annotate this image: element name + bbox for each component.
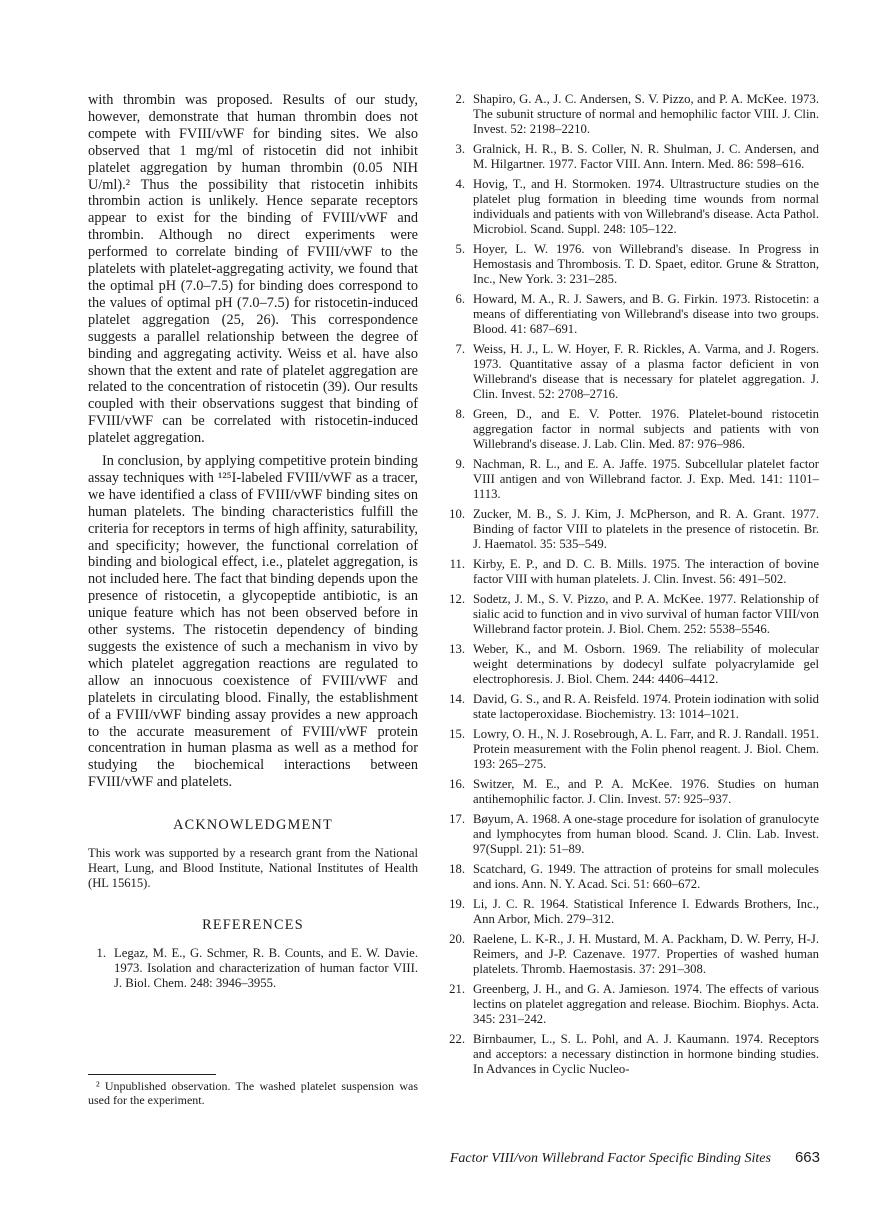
reference-text: Sodetz, J. M., S. V. Pizzo, and P. A. McKee. 1977. Relationship of sialic acid to function and in vivo survival of human factor VIII/von Willebrand factor protein. J. Biol. Chem. 252: 5538–5546. — [473, 592, 819, 636]
reference-item — [447, 557, 819, 587]
reference-item — [447, 177, 819, 237]
reference-text: Weber, K., and M. Osborn. 1969. The reliability of molecular weight determinations by dodecyl sulfate polyacrylamide gel electrophoresis. J. Biol. Chem. 244: 4406–4412. — [473, 642, 819, 686]
reference-text: Legaz, M. E., G. Schmer, R. B. Counts, and E. W. Davie. 1973. Isolation and characterization of human factor VIII. J. Biol. Chem. 248: 3946–3955. — [114, 946, 418, 991]
footnote-rule — [88, 1074, 216, 1075]
acknowledgment-text: This work was supported by a research grant from the National Heart, Lung, and Blood Institute, National Institutes of Health (HL 15615). — [88, 846, 418, 891]
reference-item — [447, 727, 819, 772]
reference-item — [447, 142, 819, 172]
reference-item — [88, 946, 418, 991]
reference-item — [447, 1032, 819, 1077]
reference-number: 3. — [455, 142, 465, 156]
reference-number: 4. — [455, 177, 465, 191]
reference-text: Hovig, T., and H. Stormoken. 1974. Ultrastructure studies on the platelet plug formation in bleeding time wounds from normal individuals and patients with von Willebrand's disease. Acta Pathol. Microbiol. Scand. Suppl. 248: 105–122. — [473, 177, 819, 236]
reference-item — [447, 507, 819, 552]
reference-number: 10. — [449, 507, 465, 521]
reference-number: 17. — [449, 812, 465, 826]
reference-text: Raelene, L. K-R., J. H. Mustard, M. A. Packham, D. W. Perry, H-J. Reimers, and J-P. Cazenave. 1977. Properties of washed human platelets. Thromb. Haemostasis. 37: 291–308. — [473, 932, 819, 976]
reference-number: 14. — [449, 692, 465, 706]
reference-number: 8. — [455, 407, 465, 421]
reference-item — [447, 342, 819, 402]
footnote — [88, 1074, 418, 1107]
running-footer — [450, 1149, 820, 1167]
reference-number: 21. — [449, 982, 465, 996]
reference-item — [447, 862, 819, 892]
reference-number: 13. — [449, 642, 465, 656]
reference-number: 6. — [455, 292, 465, 306]
reference-number: 7. — [455, 342, 465, 356]
reference-item — [447, 982, 819, 1027]
reference-item — [447, 932, 819, 977]
reference-list — [88, 946, 418, 991]
reference-text: Howard, M. A., R. J. Sawers, and B. G. Firkin. 1973. Ristocetin: a means of differentiating von Willebrand's disease into two groups. Blood. 41: 687–691. — [473, 292, 819, 336]
reference-text: Li, J. C. R. 1964. Statistical Inference I. Edwards Brothers, Inc., Ann Arbor, Mich. 279–312. — [473, 897, 819, 926]
reference-text: Shapiro, G. A., J. C. Andersen, S. V. Pizzo, and P. A. McKee. 1973. The subunit structure of normal and hemophilic factor VIII. J. Clin. Invest. 52: 2198–2210. — [473, 92, 819, 136]
reference-text: Nachman, R. L., and E. A. Jaffe. 1975. Subcellular platelet factor VIII antigen and von Willebrand factor. J. Exp. Med. 141: 1101–1113. — [473, 457, 819, 501]
reference-number: 2. — [455, 92, 465, 106]
reference-number: 20. — [449, 932, 465, 946]
reference-text: Gralnick, H. R., B. S. Coller, N. R. Shulman, J. C. Andersen, and M. Hilgartner. 1977. Factor VIII. Ann. Intern. Med. 86: 598–616. — [473, 142, 819, 171]
reference-number: 22. — [449, 1032, 465, 1046]
reference-item — [447, 812, 819, 857]
reference-text: Lowry, O. H., N. J. Rosebrough, A. L. Farr, and R. J. Randall. 1951. Protein measurement with the Folin phenol reagent. J. Biol. Chem. 193: 265–275. — [473, 727, 819, 771]
reference-text: Hoyer, L. W. 1976. von Willebrand's disease. In Progress in Hemostasis and Thrombosis. T. D. Spaet, editor. Grune & Stratton, Inc., New York. 3: 231–285. — [473, 242, 819, 286]
reference-number: 1. — [96, 946, 106, 961]
reference-item — [447, 407, 819, 452]
references-heading: REFERENCES — [202, 917, 304, 934]
reference-number: 19. — [449, 897, 465, 911]
reference-item — [447, 592, 819, 637]
reference-text: Switzer, M. E., and P. A. McKee. 1976. Studies on human antihemophilic factor. J. Clin. Invest. 57: 925–937. — [473, 777, 819, 806]
reference-text: Weiss, H. J., L. W. Hoyer, F. R. Rickles, A. Varma, and J. Rogers. 1973. Quantitative assay of a plasma factor deficient in von Willebrand's disease that is necessary for platelet aggregation. J. Clin. Invest. 52: 2708–2716. — [473, 342, 819, 401]
running-title: Factor VIII/von Willebrand Factor Specific Binding Sites — [449, 1151, 771, 1166]
left-column — [88, 92, 418, 991]
reference-number: 12. — [449, 592, 465, 606]
reference-item — [447, 92, 819, 137]
reference-text: David, G. S., and R. A. Reisfeld. 1974. Protein iodination with solid state lactoperoxidase. Biochemistry. 13: 1014–1021. — [473, 692, 819, 721]
reference-text: Kirby, E. P., and D. C. B. Mills. 1975. The interaction of bovine factor VIII with human platelets. J. Clin. Invest. 56: 491–502. — [473, 557, 819, 586]
reference-item — [447, 692, 819, 722]
body-paragraph: with thrombin was proposed. Results of our study, however, demonstrate that human thrombin does not compete with FVIII/vWF for binding sites. We also observed that 1 mg/ml of ristocetin did not inhibit platelet aggregation by human thrombin (0.05 NIH U/ml).² Thus the possibility that ristocetin inhibits thrombin action is unlikely. Hence separate receptors appear to exist for the binding of FVIII/vWF and thrombin. Although no direct experiments were performed to correlate binding of FVIII/vWF to the platelets with platelet-aggregating activity, we found that the optimal pH (7.0–7.5) for binding does correspond to the values of optimal pH (7.0–7.5) for ristocetin-induced platelet aggregation (25, 26). This correspondence suggests a parallel relationship between the degree of binding and aggregating activity. Weiss et al. have also shown that the extent and rate of platelet aggregation are related to the concentration of ristocetin (39). Our results coupled with their observations suggest that binding of FVIII/vWF can be correlated with ristocetin-induced platelet aggregation. — [88, 92, 418, 447]
reference-text: Bøyum, A. 1968. A one-stage procedure for isolation of granulocyte and lymphocytes from human blood. Scand. J. Clin. Lab. Invest. 97(Suppl. 21): 51–89. — [473, 812, 819, 856]
acknowledgment-heading: ACKNOWLEDGMENT — [173, 817, 333, 834]
reference-number: 15. — [449, 727, 465, 741]
reference-item — [447, 292, 819, 337]
reference-number: 18. — [449, 862, 465, 876]
reference-list-continued — [447, 92, 819, 1077]
reference-text: Zucker, M. B., S. J. Kim, J. McPherson, and R. A. Grant. 1977. Binding of factor VIII to platelets in the presence of ristocetin. Br. J. Haematol. 35: 535–549. — [473, 507, 819, 551]
reference-text: Greenberg, J. H., and G. A. Jamieson. 1974. The effects of various lectins on platelet aggregation and release. Biochim. Biophys. Acta. 345: 231–242. — [473, 982, 819, 1026]
right-column — [447, 92, 819, 1082]
reference-item — [447, 642, 819, 687]
reference-number: 16. — [449, 777, 465, 791]
reference-number: 5. — [455, 242, 465, 256]
reference-item — [447, 457, 819, 502]
reference-text: Scatchard, G. 1949. The attraction of proteins for small molecules and ions. Ann. N. Y. Acad. Sci. 51: 660–672. — [473, 862, 819, 891]
reference-number: 9. — [455, 457, 465, 471]
footnote-text: ² Unpublished observation. The washed platelet suspension was used for the experiment. — [88, 1079, 418, 1107]
reference-text: Birnbaumer, L., S. L. Pohl, and A. J. Kaumann. 1974. Receptors and acceptors: a necessary distinction in hormone binding studies. In Advances in Cyclic Nucleo- — [473, 1032, 819, 1076]
reference-item — [447, 897, 819, 927]
reference-number: 11. — [449, 557, 465, 571]
reference-item — [447, 242, 819, 287]
reference-text: Green, D., and E. V. Potter. 1976. Platelet-bound ristocetin aggregation factor in normal subjects and patients with von Willebrand's disease. J. Lab. Clin. Med. 87: 976–986. — [473, 407, 819, 451]
page-number: 663 — [794, 1149, 820, 1166]
reference-item — [447, 777, 819, 807]
body-paragraph: In conclusion, by applying competitive protein binding assay techniques with ¹²⁵I-labeled FVIII/vWF as a tracer, we have identified a class of FVIII/vWF binding sites on human platelets. The binding characteristics fulfill the criteria for receptors in terms of high affinity, saturability, and specificity; however, the functional correlation of binding and biological effect, i.e., platelet aggregation, is not included here. The fact that binding depends upon the presence of ristocetin, a glycopeptide antibiotic, is an unique feature which has not been observed before in other systems. The ristocetin dependency of binding suggests the existence of such a mechanism in vivo by which platelet aggregation reactions are regulated to allow an innocuous coexistence of FVIII/vWF and platelets in circulating blood. Finally, the establishment of a FVIII/vWF binding assay provides a new approach to the accurate measurement of FVIII/vWF protein concentration in human plasma as well as a method for studying the biochemical interactions between FVIII/vWF and platelets. — [88, 453, 418, 791]
